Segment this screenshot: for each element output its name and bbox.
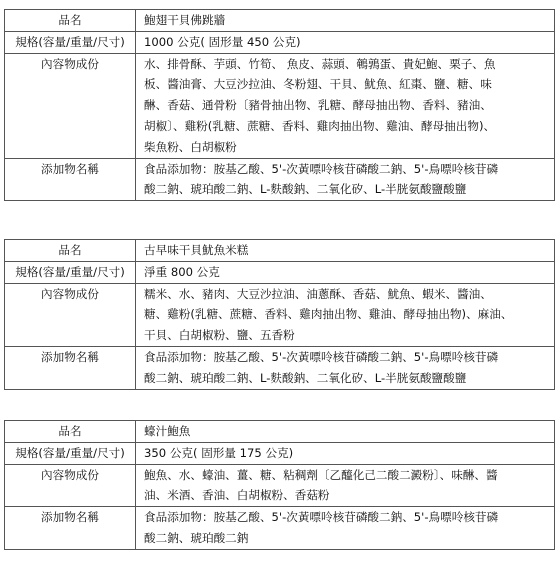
name-label: 品名 <box>5 240 136 262</box>
spec-label: 規格(容量/重量/尺寸) <box>5 442 136 464</box>
product-name: 鮑翅干貝佛跳牆 <box>136 10 555 32</box>
additives-label: 添加物名稱 <box>5 346 136 389</box>
product-additives: 食品添加物：胺基乙酸、5'-次黃嘌呤核苷磷酸二鈉、5'-鳥嘌呤核苷磷 酸二鈉、琥珀酸二鈉 <box>136 507 555 550</box>
product-additives: 食品添加物：胺基乙酸、5'-次黃嘌呤核苷磷酸二鈉、5'-鳥嘌呤核苷磷 酸二鈉、琥珀酸二鈉、L-麩酸鈉、二氧化矽、L-半胱氨酸鹽酸鹽 <box>136 158 555 201</box>
product-table-3 <box>4 420 555 550</box>
product-table-1 <box>4 9 555 201</box>
product-spec: 淨重 800 公克 <box>136 261 555 283</box>
product-ingredients: 水、排骨酥、芋頭、竹筍、 魚皮、蒜頭、鵪鶉蛋、貴妃鮑、栗子、魚 板、醬油膏、大豆沙拉油、冬粉翅、干貝、魷魚、紅棗、鹽、糖、味 醂、香菇、通骨粉〔豬骨抽出物、乳糖、酵母抽出物、香料、豬油、 胡椒〕、雞粉(乳糖、蔗糖、香料、雞肉抽出物、雞油、酵母抽出物)、 柴魚粉、白胡椒粉 <box>136 53 555 158</box>
spec-label: 規格(容量/重量/尺寸) <box>5 261 136 283</box>
name-label: 品名 <box>5 421 136 443</box>
additives-label: 添加物名稱 <box>5 507 136 550</box>
ingredients-label: 內容物成份 <box>5 464 136 507</box>
product-name: 蠔汁鮑魚 <box>136 421 555 443</box>
product-ingredients: 糯米、水、豬肉、大豆沙拉油、油蔥酥、香菇、魷魚、蝦米、醬油、 糖、雞粉(乳糖、蔗糖、香料、雞肉抽出物、雞油、酵母抽出物)、麻油、 干貝、白胡椒粉、鹽、五香粉 <box>136 283 555 346</box>
product-name: 古早味干貝魷魚米糕 <box>136 240 555 262</box>
ingredients-label: 內容物成份 <box>5 283 136 346</box>
ingredients-label: 內容物成份 <box>5 53 136 158</box>
product-table-2 <box>4 239 555 390</box>
product-spec: 1000 公克( 固形量 450 公克) <box>136 31 555 53</box>
name-label: 品名 <box>5 10 136 32</box>
product-additives: 食品添加物：胺基乙酸、5'-次黃嘌呤核苷磷酸二鈉、5'-鳥嘌呤核苷磷 酸二鈉、琥珀酸二鈉、L-麩酸鈉、二氧化矽、L-半胱氨酸鹽酸鹽 <box>136 346 555 389</box>
spec-label: 規格(容量/重量/尺寸) <box>5 31 136 53</box>
additives-label: 添加物名稱 <box>5 158 136 201</box>
product-spec: 350 公克( 固形量 175 公克) <box>136 442 555 464</box>
product-ingredients: 鮑魚、水、蠔油、薑、糖、粘稠劑〔乙醯化己二酸二澱粉〕、味醂、醬 油、米酒、香油、白胡椒粉、香菇粉 <box>136 464 555 507</box>
